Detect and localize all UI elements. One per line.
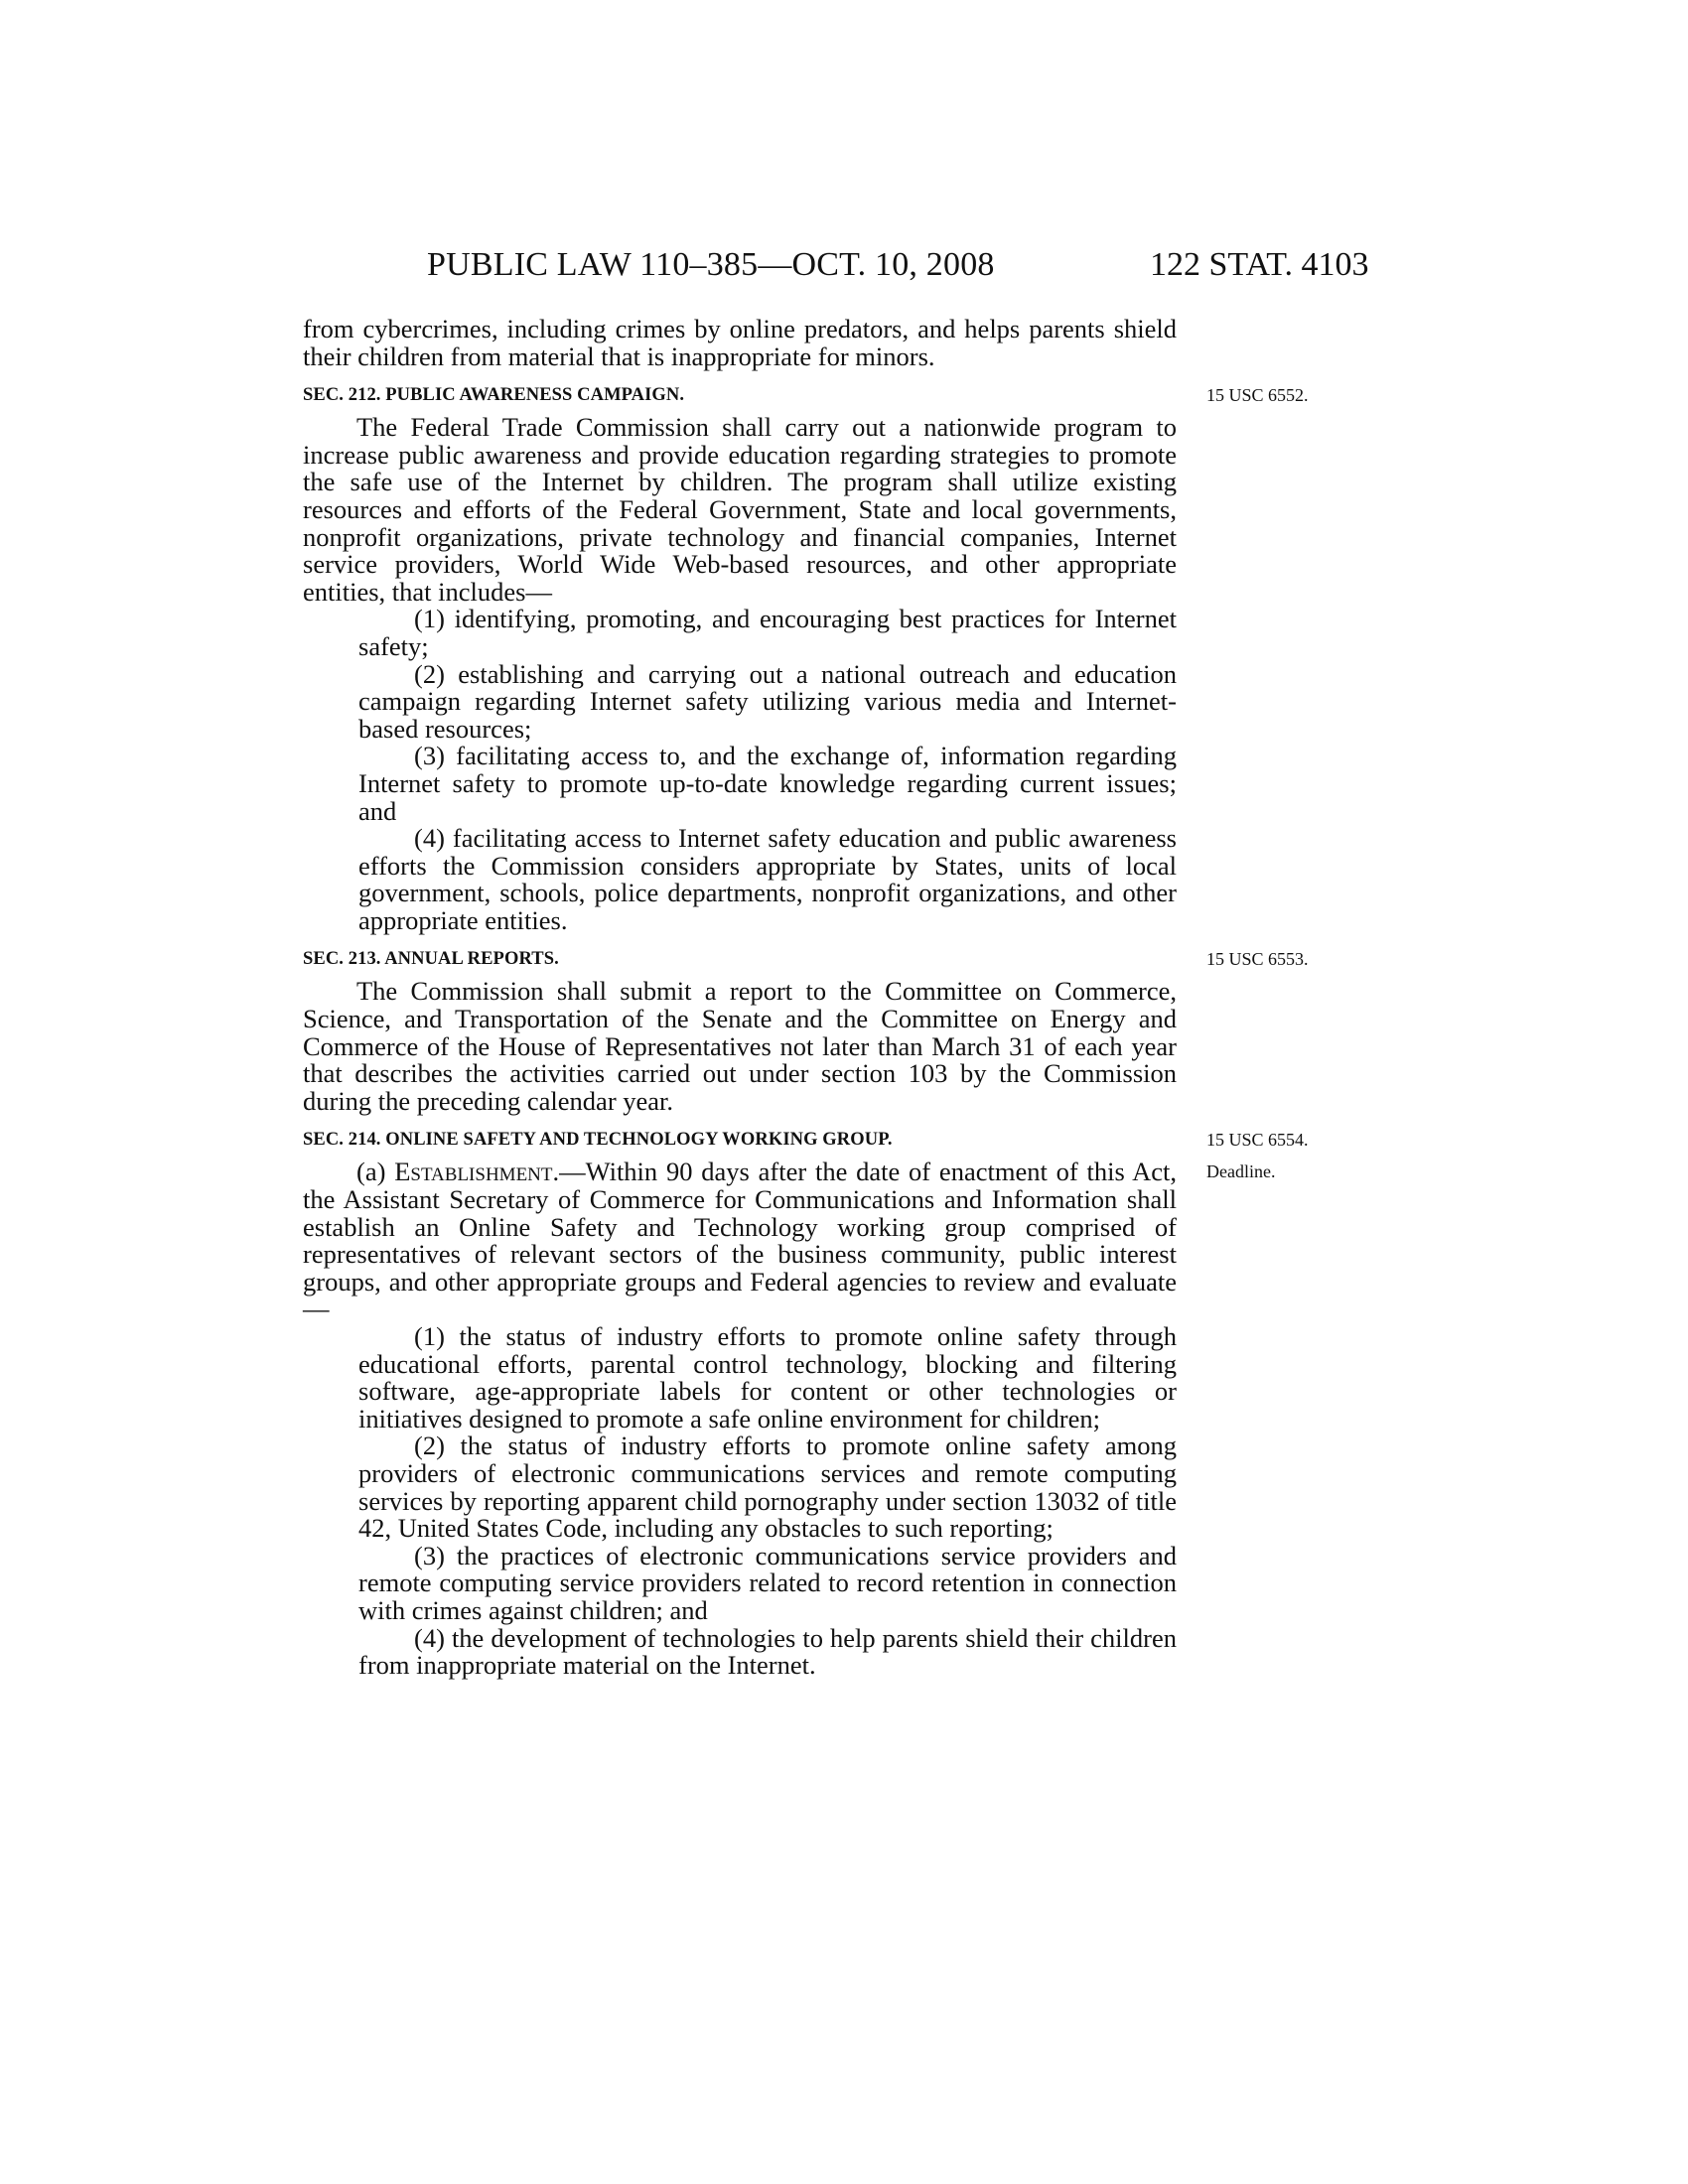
section-214-item-2: (2) the status of industry efforts to promote online safety among providers of electronic communications services and remote computing services by reporting apparent child pornography under section 13032 of title 42, United States Code, including any obstacles to such reporting; bbox=[358, 1431, 1177, 1544]
section-212-item-1: (1) identifying, promoting, and encouraging best practices for Internet safety; bbox=[358, 604, 1177, 661]
subsection-a-label: (a) bbox=[356, 1157, 395, 1187]
header-page-number: 122 STAT. 4103 bbox=[1150, 246, 1369, 283]
intro-continuation: from cybercrimes, including crimes by online predators, and helps parents shield their children from material that is inappropriate for minors. bbox=[303, 314, 1177, 371]
document-body bbox=[303, 314, 1309, 1681]
section-214-item-1: (1) the status of industry efforts to promote online safety through educational efforts, parental control technology, blocking and filtering software, age-appropriate labels for content or other technologies or initiatives designed to promote a safe online environment for children; bbox=[358, 1321, 1177, 1433]
running-header bbox=[0, 246, 1688, 286]
section-214-item-3: (3) the practices of electronic communications service providers and remote computing service providers related to record retention in connection with crimes against children; and bbox=[358, 1540, 1177, 1625]
section-212-item-4: (4) facilitating access to Internet safety education and public awareness efforts the Commission considers appropriate by States, units of local government, schools, police departments, nonprofit organizations, and other appropriate entities. bbox=[358, 823, 1177, 935]
subsection-a-title: Establishment bbox=[394, 1157, 553, 1187]
section-212 bbox=[303, 384, 1309, 935]
header-title: PUBLIC LAW 110–385—OCT. 10, 2008 bbox=[427, 246, 995, 283]
deadline-note: Deadline. bbox=[1206, 1161, 1276, 1182]
section-213-citation: 15 USC 6553. bbox=[1206, 949, 1309, 970]
section-214-heading: SEC. 214. ONLINE SAFETY AND TECHNOLOGY WORKING GROUP. bbox=[303, 1130, 893, 1151]
section-213 bbox=[303, 948, 1309, 1116]
section-213-heading: SEC. 213. ANNUAL REPORTS. bbox=[303, 949, 559, 970]
section-214 bbox=[303, 1129, 1309, 1681]
section-214-citation: 15 USC 6554. bbox=[1206, 1130, 1309, 1151]
section-212-item-3: (3) facilitating access to, and the exchange of, information regarding Internet safety to promote up-to-date knowledge regarding current issues; and bbox=[358, 741, 1177, 826]
subsection-a-text: .—Within 90 days after the date of enactment of this Act, the Assistant Secretary of Commerce for Communications and Information shall establish an Online Safety and Technology working group comprised of representatives of relevant sectors of the business community, public interest groups, and other appropriate groups and Federal agencies to review and evaluate— bbox=[303, 1157, 1177, 1324]
section-212-citation: 15 USC 6552. bbox=[1206, 385, 1309, 406]
section-212-item-2: (2) establishing and carrying out a national outreach and education campaign regarding Internet safety utilizing various media and Internet-based resources; bbox=[358, 658, 1177, 744]
section-214-subsection-a bbox=[303, 1159, 1177, 1323]
section-212-heading: SEC. 212. PUBLIC AWARENESS CAMPAIGN. bbox=[303, 385, 685, 406]
section-214-item-4: (4) the development of technologies to help parents shield their children from inappropriate material on the Internet. bbox=[358, 1622, 1177, 1681]
section-212-text: The Federal Trade Commission shall carry out a nationwide program to increase public awareness and provide education regarding strategies to promote the safe use of the Internet by children. The program shall utilize existing resources and efforts of the Federal Government, State and local governments, nonprofit organizations, private technology and financial companies, Internet service providers, World Wide Web-based resources, and other appropriate entities, that includes— bbox=[303, 412, 1177, 607]
section-213-text: The Commission shall submit a report to the Committee on Commerce, Science, and Transportation of the Senate and the Committee on Energy and Commerce of the House of Representatives not later than March 31 of each year that describes the activities carried out under section 103 by the Commission during the preceding calendar year. bbox=[303, 976, 1177, 1116]
